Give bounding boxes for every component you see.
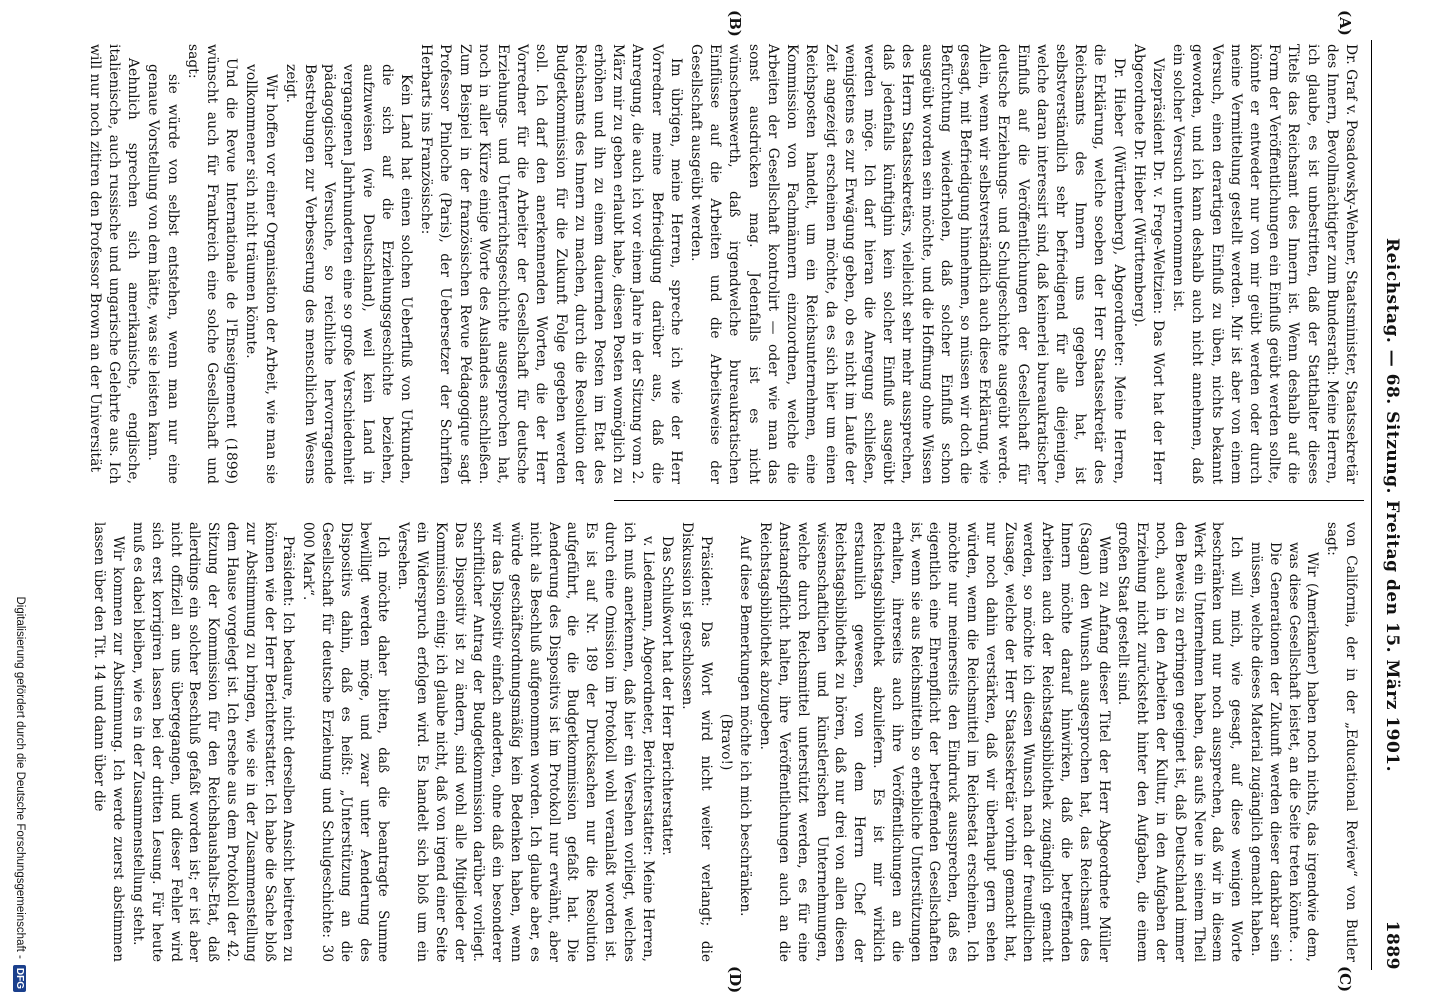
quote-paragraph: Kein Land hat einen solchen Ueberfluß von Urkunden, die sich auf die Erziehungsgeschichte beziehen, aufzuweisen (wie Deutschland), weil kein Land in vergangenen Jahrhunderten eine so große Verschiedenheit pädagogischer Versuche, so reichliche hervorragende Bestrebungen zur Verbesserung des menschlichen Wesens zeigt.: [282, 64, 415, 484]
paragraph: Dr. Hieber (Württemberg), Abgeordneter: Meine Herren, die Erklärung, welche soeben der Herr Staatssekretär des Reichsamts des Innern uns gegeben hat, ist selbstverständlich sehr befriedigend für alle diejenigen, welche daran interessirt sind, daß keinerlei bureaukratischer Einfluß auf die Veröffentlichungen der Gesellschaft für deutsche Erziehungs- und Schulgeschichte ausgeübt werde. Allein, wenn wir selbstverständlich auch diese Erklärung, wie gesagt, mit Befriedigung hinnehmen, so müssen wir doch die Befürchtung wiederholen, daß solcher Einfluß schon ausgeübt worden sein möchte, und die Hoffnung ohne Wissen des Herrn Staatssekretärs, vielleicht sehr mehr aussprechen, daß jedenfalls künftighin kein solcher Einfluß ausgeübt werden möge. Ich darf hieran die Anregung schließen, wenigstens es zur Erwägung geben, ob es nicht im Laufe der Zeit angezeigt erscheinen möchte, da es sich hier um einen Reichsposten handelt, um ein Reichsunternehmen, eine Kommission von Fachmännern einzuordnen, welche die Arbeiten der Gesellschaft kontrolirt — oder wie man das sonst ausdrücken mag. Jedenfalls ist es nicht wünschenswerth, daß irgendwelche bureaukratischen Einflüsse auf die Arbeiten und die Arbeitsweise der Gesellschaft ausgeübt werden.: [688, 44, 1127, 484]
paragraph: Aehnlich sprechen sich amerikanische, englische, italienische, auch russische und ungarische Gelehrte aus. Ich will nur noch zitiren den Professor Brown an der Universität: [86, 44, 142, 484]
page-header: [1371, 40, 1412, 970]
margin-mark-c: (C): [1336, 966, 1354, 993]
dfg-logo: DFG: [14, 965, 27, 992]
margin-mark-b: (B): [726, 10, 744, 37]
footer-text: Digitalisierung gefördert durch die Deutsche Forschungsgemeinschaft -: [14, 596, 26, 959]
paragraph: Präsident: Ich bedaure, nicht derselben Ansicht beitreten zu können wie der Herr Berichterstatter. Ich habe die Sache bloß zur Abstimmung zu bringen, wie sie in der Zusammenstellung dem Hause vorgelegt ist. Ich ersehe aus dem Protokoll der 42. Sitzung der Kommission für den Reichshaushalts-Etat, daß allerdings ein solcher Beschluß gefaßt worden ist; er ist aber nicht offiziell an uns übergegangen, und dieser Fehler wird sich erst korrigiren lassen bei der dritten Lesung. Für heute muß es dabei bleiben, wie es in der Zusammenstellung steht.: [130, 522, 297, 962]
paragraph: Vizepräsident Dr. v. Frege-Weltzien: Das Wort hat der Herr Abgeordnete Dr. Hieber (Württemberg).: [1130, 44, 1166, 484]
paragraph: v. Liedemann, Abgeordneter, Berichterstatter: Meine Herren, ich muß anerkennen, daß hier ein Versehen vorliegt, welches durch eine Omission im Protokoll wohl veranlaßt worden ist. Es ist auf Nr. 189 der Drucksachen nur die Resolution aufgeführt, die die Budgetkommission gefaßt hat. Die Aenderung des Dispositivs ist im Protokoll nur erwähnt, aber nicht als Beschluß aufgenommen worden. Ich glaube aber, es würde geschäftsordnungsmäßig kein Bedenken haben, wenn wir das Dispositiv einfach anderten, ohne daß ein besonderer schriftlicher Antrag der Budgetkommission darüber vorliegt. Das Dispositiv ist zu ändern, sind wohl alle Mitglieder der Kommission einig; ich glaube nicht, daß von irgend einer Seite ein Widerspruch erfolgen wird. Es handelt sich bloß um ein Versehen.: [395, 522, 656, 962]
applause-note: (Bravo!): [717, 713, 734, 771]
right-column: [89, 522, 1360, 962]
paragraph: Im übrigen, meine Herren, spreche ich wie der Herr Vorredner meine Befriedigung darüber aus, daß die Anregung, die auch ich vor einem Jahre in der Sitzung vom 2. März mir zu geben erlaubt habe, diesen Posten womöglich zu erhöhen und ihn zu einem dauernden Posten im Etat des Reichsamts des Innern zu machen, durch die Resolution der Budgetkommission für die Zukunft Folge gegeben werden soll. Ich darf den anerkennenden Worten, die der Herr Vorredner für die Arbeiter der Gesellschaft für deutsche Erziehungs- und Unterrichtsgeschichte ausgesprochen hat, noch in aller Kürze einige Worte des Auslandes anschließen. Zum Beispiel in der französischen Revue Pédagogique sagt Professor Pinloche (Paris), der Uebersetzer der Schriften Herbarts ins Französische:: [418, 44, 684, 484]
paragraph: Präsident: Das Wort wird nicht weiter verlangt; die Diskussion ist geschlossen.: [679, 522, 714, 962]
left-column: [84, 44, 1360, 484]
paragraph: Auf diese Bemerkungen möchte ich mich beschränken.: [737, 536, 754, 917]
page-number: 1889: [1382, 920, 1402, 970]
paragraph: Ich will mich, wie gesagt, auf diese wenigen Worte beschränken und nur noch aussprechen, daß wir in diesem Werk ein Unternehmen haben, das aufs Neue in seinem Theil den Beweis zu erbringen geeignet ist, daß Deutschland immer noch, auch in den Arbeiten der Kultur, in den Aufgaben der Erziehung nicht zurücksteht hinter den Aufgaben, die einem großen Staat gestellt sind.: [1115, 522, 1245, 962]
paragraph: von California, der in der „Educational Review“ von Butler sagt:: [1324, 522, 1359, 962]
paragraph: Ich möchte daher bitten, daß die beantragte Summe bewilligt werden möge, und zwar unter Aenderung des Dispositivs dahin, daß es heißt: „Unterstützung an die Gesellschaft für deutsche Erziehung und Schulgeschichte: 30 000 Mark“.: [300, 522, 392, 962]
column-divider: [614, 500, 1364, 501]
margin-mark-a: (A): [1336, 10, 1354, 36]
paragraph: Das Schlußwort hat der Herr Berichterstatter.: [659, 536, 676, 856]
digitization-footer: [6, 0, 34, 1000]
quote-paragraph: Wir (Amerikaner) haben noch nichts, das irgendwie dem, was diese Gesellschaft leistet, an die Seite treten könnte. . . Die Generationen der Zukunft werden dieser dankbar sein müssen, welche dieses Material zugänglich gemacht haben.: [1248, 542, 1321, 962]
paragraph: Dr. Graf v. Posadowsky-Wehner, Staatsminister, Staatssekretär des Innern, Bevollmächtigter zum Bundesrath: Meine Herren, ich glaube, es ist unbestritten, daß der Statthalter dieses Titels das Reichsamt des Innern ist. Wenn deshalb auf die Form der Veröffentlichungen ein Einfluß geübt werden sollte, könnte er entweder nur von mir geübt werden oder durch meine Vermittelung gestellt werden. Mir ist aber von einem Versuch, einen derartigen Einfluß zu üben, nichts bekannt geworden, und ich kann deshalb auch nicht annehmen, daß ein solcher Versuch unternommen ist.: [1170, 44, 1359, 484]
paragraph: Wenn zu Anfang dieser Titel der Herr Abgeordnete Müller (Sagan) den Wunsch ausgesprochen hat, das Reichsamt des Innern möchte darauf hinwirken, daß die betreffenden Arbeiten auch der Reichstagsbibliothek zugänglich gemacht werden, so möchte ich diesen Wunsch nach der freundlichen Zusage, welche der Herr Staatssekretär vorhin gemacht hat, nur noch dahin verstärken, daß wir überhaupt gern sehen würden, wenn die Reichsmittel im Reichsetat erscheinen. Ich möchte nur meinerseits den Eindruck aussprechen, daß es eigentlich eine Ehrenpflicht der betreffenden Gesellschaften ist, wenn sie aus Reichsmitteln so erhebliche Unterstützungen erhalten, ihrerseits auch ihre Veröffentlichungen an die Reichstagsbibliothek abzuliefern. Es ist mir wirklich erstaunlich gewesen, von dem Herrn Chef der Reichstagsbibliothek zu hören, daß nur drei von allen diesen wissenschaftlichen und künstlerischen Unternehmungen, welche durch Reichsmittel unterstützt werden, es für eine Anstandspflicht halten, ihre Veröffentlichungen auch an die Reichstagsbibliothek abzugeben.: [757, 522, 1112, 962]
paragraph: Und die Revue Internationale de l'Enseignement (1899) wünscht auch für Frankreich eine solche Gesellschaft und sagt:: [184, 44, 240, 484]
quote-paragraph: Wir hoffen vor einer Organisation der Arbeit, wie man sie vollkommener sich nicht träumen könnte.: [243, 64, 279, 484]
paragraph: Wir kommen zur Abstimmung. Ich werde zuerst abstimmen lassen über den Tit. 14 und dann über die: [91, 522, 127, 962]
margin-mark-d: (D): [726, 966, 744, 994]
quote-paragraph: sie würde von selbst entstehen, wenn man nur eine genaue Vorstellung von dem hätte, was sie leisten kann.: [145, 64, 181, 484]
header-title: Reichstag. — 68. Sitzung. Freitag den 15. März 1901.: [1382, 237, 1402, 773]
